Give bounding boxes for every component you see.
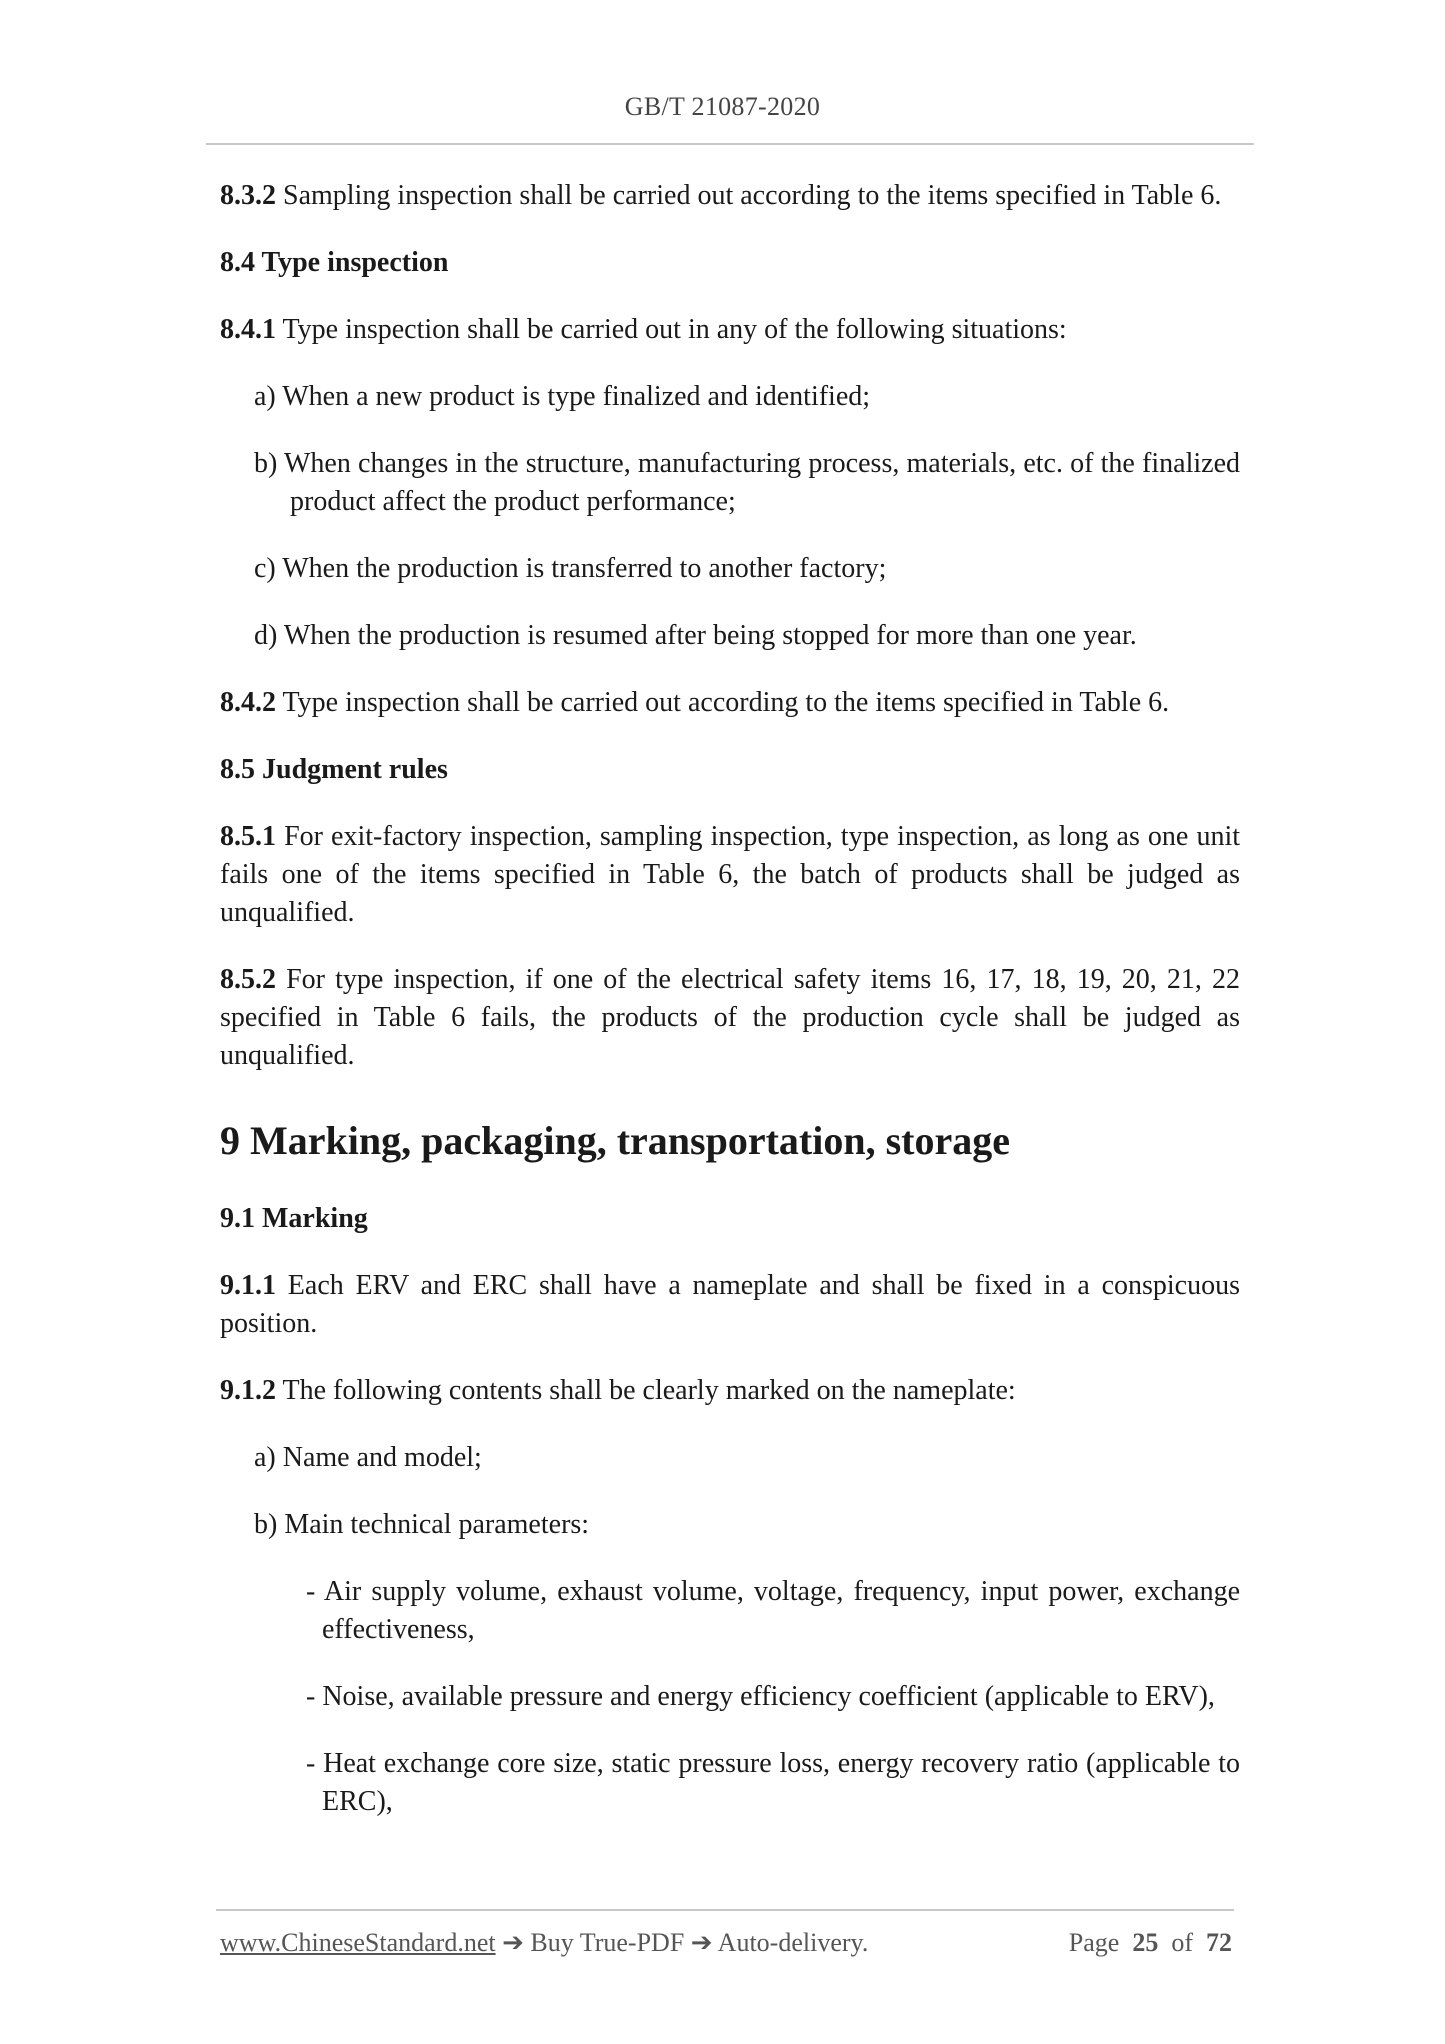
clause-text: The following contents shall be clearly marked on the nameplate: (276, 1375, 1016, 1406)
page-number (1069, 1928, 1232, 1958)
list-item: b) Main technical parameters: (254, 1509, 590, 1540)
arrow-right-icon: ➔ (502, 1928, 524, 1957)
arrow-right-icon: ➔ (690, 1928, 713, 1957)
clause-text: Type inspection shall be carried out according to the items specified in Table 6. (276, 687, 1170, 718)
heading-section-9: 9 Marking, packaging, transportation, storage (220, 1118, 1010, 1163)
clause-text: For exit-factory inspection, sampling inspection, type inspection, as long as one unit fails one of the items specified in Table 6, the batch of products shall be judged as unqualified. (220, 821, 1240, 928)
clause-number: 8.5.1 (220, 821, 276, 852)
clause-8-4-2 (220, 684, 1240, 722)
list-item: a) Name and model; (254, 1442, 482, 1473)
auto-delivery-text: Auto-delivery. (717, 1928, 869, 1957)
clause-8-4-1 (220, 311, 1240, 349)
bullet-item: - Air supply volume, exhaust volume, voltage, frequency, input power, exchange effectiveness, (306, 1576, 1240, 1645)
clause-9-1-2 (220, 1372, 1240, 1410)
heading-8-4: 8.4 Type inspection (220, 247, 449, 278)
clause-text: Each ERV and ERC shall have a nameplate and shall be fixed in a conspicuous position. (220, 1270, 1240, 1339)
clause-number: 8.4.2 (220, 687, 276, 718)
clause-number: 9.1.2 (220, 1375, 276, 1406)
page-label: Page (1068, 1928, 1120, 1957)
clause-9-1-1 (220, 1267, 1240, 1343)
list-item: b) When changes in the structure, manufacturing process, materials, etc. of the finalized product affect the product performance; (254, 448, 1240, 517)
list-item: c) When the production is transferred to another factory; (254, 553, 887, 584)
clause-number: 8.4.1 (220, 314, 276, 345)
clause-text: For type inspection, if one of the electrical safety items 16, 17, 18, 19, 20, 21, 22 specified in Table 6 fails, the products of the production cycle shall be judged as unqualified. (220, 964, 1240, 1071)
buy-pdf-text: Buy True-PDF (530, 1928, 685, 1957)
of-label: of (1171, 1928, 1193, 1957)
clause-text: Type inspection shall be carried out in any of the following situations: (276, 314, 1067, 345)
list-item: d) When the production is resumed after being stopped for more than one year. (254, 620, 1137, 651)
clause-8-3-2 (220, 177, 1240, 215)
header-divider (206, 143, 1254, 145)
clause-8-5-1 (220, 818, 1240, 932)
clause-number: 8.5.2 (220, 964, 276, 995)
bullet-item: - Noise, available pressure and energy efficiency coefficient (applicable to ERV), (306, 1681, 1215, 1712)
heading-9-1: 9.1 Marking (220, 1203, 368, 1234)
clause-number: 8.3.2 (220, 180, 276, 211)
website-link[interactable]: www.ChineseStandard.net (220, 1928, 496, 1957)
page-header: GB/T 21087-2020 (624, 92, 821, 121)
clause-number: 9.1.1 (220, 1270, 276, 1301)
list-item: a) When a new product is type finalized and identified; (254, 381, 871, 412)
document-body (220, 177, 1240, 1850)
footer-divider (216, 1909, 1234, 1911)
current-page: 25 (1132, 1928, 1159, 1957)
clause-text: Sampling inspection shall be carried out according to the items specified in Table 6. (276, 180, 1222, 211)
bullet-item: - Heat exchange core size, static pressure loss, energy recovery ratio (applicable to ERC), (306, 1748, 1240, 1817)
heading-8-5: 8.5 Judgment rules (220, 754, 448, 785)
footer-promo (220, 1928, 868, 1958)
clause-8-5-2 (220, 961, 1240, 1075)
total-pages: 72 (1206, 1928, 1232, 1957)
